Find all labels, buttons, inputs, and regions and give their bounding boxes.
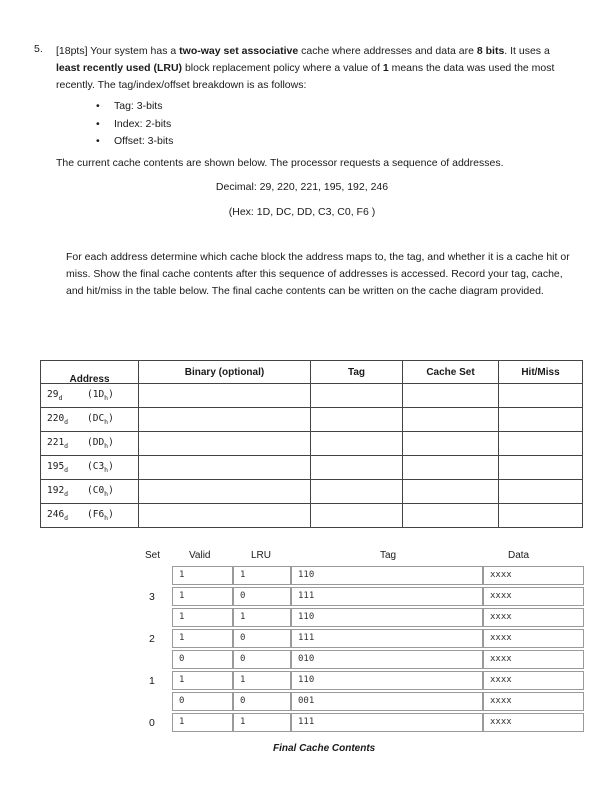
hex-close-paren: )	[108, 413, 114, 425]
tag-cell[interactable]	[311, 456, 403, 480]
lru-cell[interactable]: 1	[233, 608, 291, 627]
tag-cell[interactable]: 001	[291, 692, 483, 711]
tag-cell[interactable]	[311, 408, 403, 432]
decimal-value: 220	[47, 413, 65, 425]
binary-cell[interactable]	[139, 504, 311, 528]
binary-cell[interactable]	[139, 408, 311, 432]
valid-column-header: Valid	[189, 550, 211, 561]
tag-cell[interactable]	[311, 432, 403, 456]
set-label: 2	[149, 633, 155, 645]
tag-cell[interactable]: 110	[291, 671, 483, 690]
tag-cell[interactable]: 111	[291, 587, 483, 606]
hex-value: (C0	[87, 485, 105, 497]
header-label: Address	[69, 374, 110, 385]
hex-close-paren: )	[108, 461, 114, 473]
valid-cell[interactable]: 0	[172, 692, 233, 711]
data-cell[interactable]: xxxx	[483, 587, 584, 606]
lru-cell[interactable]: 0	[233, 650, 291, 669]
set-label: 3	[149, 591, 155, 603]
binary-cell[interactable]	[139, 480, 311, 504]
list-item	[96, 133, 173, 151]
cache-set-cell[interactable]	[403, 408, 499, 432]
hit-miss-cell[interactable]	[499, 480, 583, 504]
hit-miss-cell[interactable]	[499, 384, 583, 408]
valid-cell[interactable]: 1	[172, 587, 233, 606]
hex-subscript: h	[104, 441, 109, 450]
question-bold-part: two-way set associative	[179, 45, 299, 57]
table-row	[41, 504, 583, 528]
decimal-subscript: d	[64, 441, 69, 450]
cache-set-cell[interactable]	[403, 504, 499, 528]
hit-miss-cell[interactable]	[499, 456, 583, 480]
table-header-row	[41, 361, 583, 384]
instructions-text: For each address determine which cache block the address maps to, the tag, and whether it is a cache hit or miss. Show the final cache contents after this sequence of addresses is accessed. Record your tag, cache, and hit/miss in the table below. The final cache contents can be written on the cache diagram provided.	[66, 251, 570, 297]
hit-miss-header: Hit/Miss	[499, 361, 583, 384]
hex-value: (1D	[87, 389, 105, 401]
data-cell[interactable]: xxxx	[483, 713, 584, 732]
question-bold-part: least recently used (LRU)	[56, 62, 183, 74]
list-item	[96, 98, 173, 116]
decimal-subscript: d	[64, 513, 69, 522]
address-cell	[41, 384, 139, 408]
valid-cell[interactable]: 1	[172, 629, 233, 648]
hex-address	[87, 509, 114, 522]
hex-close-paren: )	[108, 389, 114, 401]
hit-miss-cell[interactable]	[499, 432, 583, 456]
address-cell	[41, 456, 139, 480]
hit-miss-cell[interactable]	[499, 408, 583, 432]
set-label: 0	[149, 717, 155, 729]
binary-cell[interactable]	[139, 432, 311, 456]
cache-set-cell[interactable]	[403, 480, 499, 504]
question-text-part: block replacement policy where a value of	[182, 62, 383, 74]
bit-breakdown-list	[96, 98, 173, 151]
address-cell	[41, 432, 139, 456]
bullet-icon: •	[96, 135, 100, 147]
decimal-value: 195	[47, 461, 65, 473]
current-contents-text: The current cache contents are shown below. The processor requests a sequence of addresses.	[56, 157, 504, 169]
hex-subscript: h	[104, 513, 109, 522]
decimal-value: 221	[47, 437, 65, 449]
data-cell[interactable]: xxxx	[483, 692, 584, 711]
data-cell[interactable]: xxxx	[483, 608, 584, 627]
hex-address	[87, 437, 114, 450]
data-cell[interactable]: xxxx	[483, 566, 584, 585]
set-column-header: Set	[145, 550, 161, 561]
table-row	[41, 384, 583, 408]
hex-close-paren: )	[108, 437, 114, 449]
decimal-subscript: d	[64, 417, 69, 426]
answer-table	[40, 360, 583, 528]
decimal-address	[47, 413, 73, 426]
lru-cell[interactable]: 0	[233, 629, 291, 648]
hex-subscript: h	[104, 489, 109, 498]
question-points: [18pts]	[56, 45, 88, 57]
list-item	[96, 116, 173, 134]
breakdown-text: Tag: 3-bits	[114, 100, 163, 112]
decimal-value: 192	[47, 485, 65, 497]
lru-cell[interactable]: 1	[233, 566, 291, 585]
decimal-address	[47, 437, 73, 450]
cache-set-header: Cache Set	[403, 361, 499, 384]
question-text	[56, 43, 576, 94]
hex-sequence: (Hex: 1D, DC, DD, C3, C0, F6 )	[228, 206, 376, 218]
address-cell	[41, 504, 139, 528]
hex-address	[87, 485, 114, 498]
tag-cell[interactable]: 111	[291, 629, 483, 648]
tag-cell[interactable]: 111	[291, 713, 483, 732]
cache-set-cell[interactable]	[403, 456, 499, 480]
tag-cell[interactable]: 110	[291, 566, 483, 585]
question-text-part: cache where addresses and data are	[298, 45, 477, 57]
binary-cell[interactable]	[139, 384, 311, 408]
decimal-address	[47, 389, 73, 402]
diagram-caption: Final Cache Contents	[273, 743, 376, 754]
hex-value: (DC	[87, 413, 105, 425]
tag-cell[interactable]	[311, 504, 403, 528]
lru-cell[interactable]: 1	[233, 713, 291, 732]
bullet-icon: •	[96, 117, 100, 130]
tag-cell[interactable]	[311, 480, 403, 504]
address-cell	[41, 480, 139, 504]
lru-cell[interactable]: 1	[233, 671, 291, 690]
valid-cell[interactable]: 1	[172, 566, 233, 585]
decimal-address	[47, 509, 73, 522]
tag-column-header: Tag	[380, 550, 397, 561]
address-cell	[41, 408, 139, 432]
decimal-subscript: d	[64, 489, 69, 498]
tag-cell[interactable]: 010	[291, 650, 483, 669]
cache-set-cell[interactable]	[403, 384, 499, 408]
hex-subscript: h	[104, 417, 109, 426]
decimal-subscript: d	[64, 465, 69, 474]
hex-value: (C3	[87, 461, 105, 473]
question-text-part: . It uses a	[504, 45, 550, 57]
valid-cell[interactable]: 0	[172, 650, 233, 669]
question-text-part: means the data was used the most recently. The tag/index/offset breakdown is as follows:	[56, 62, 555, 91]
hex-close-paren: )	[108, 509, 114, 521]
binary-header: Binary (optional)	[139, 361, 311, 384]
hex-subscript: h	[104, 465, 109, 474]
lru-column-header: LRU	[251, 550, 272, 561]
table-row	[41, 456, 583, 480]
decimal-address	[47, 485, 73, 498]
hex-subscript: h	[104, 393, 109, 402]
hex-value: (DD	[87, 437, 105, 449]
question-number: 5.	[34, 43, 43, 55]
breakdown-text: Index: 2-bits	[114, 117, 172, 130]
lru-cell[interactable]: 0	[233, 587, 291, 606]
table-row	[41, 480, 583, 504]
cache-set-cell[interactable]	[403, 432, 499, 456]
hex-value: (F6	[87, 509, 105, 521]
table-row	[41, 408, 583, 432]
decimal-address	[47, 461, 73, 474]
decimal-sequence: Decimal: 29, 220, 221, 195, 192, 246	[215, 181, 389, 193]
hex-address	[87, 413, 114, 426]
tag-header: Tag	[311, 361, 403, 384]
valid-cell[interactable]: 1	[172, 713, 233, 732]
decimal-value: 29	[47, 389, 59, 401]
decimal-value: 246	[47, 509, 65, 521]
hex-address	[87, 389, 114, 402]
data-column-header: Data	[508, 550, 530, 561]
decimal-subscript: d	[58, 393, 63, 402]
table-row	[41, 432, 583, 456]
hex-address	[87, 461, 114, 474]
data-cell[interactable]: xxxx	[483, 629, 584, 648]
question-bold-part: 1	[382, 62, 389, 74]
hit-miss-cell[interactable]	[499, 504, 583, 528]
valid-cell[interactable]: 1	[172, 671, 233, 690]
hex-close-paren: )	[108, 485, 114, 497]
tag-cell[interactable]: 110	[291, 608, 483, 627]
tag-cell[interactable]	[311, 384, 403, 408]
address-header	[41, 361, 139, 384]
breakdown-text: Offset: 3-bits	[114, 135, 174, 147]
valid-cell[interactable]: 1	[172, 608, 233, 627]
lru-cell[interactable]: 0	[233, 692, 291, 711]
data-cell[interactable]: xxxx	[483, 650, 584, 669]
set-label: 1	[149, 675, 155, 687]
binary-cell[interactable]	[139, 456, 311, 480]
data-cell[interactable]: xxxx	[483, 671, 584, 690]
question-text-part: Your system has a	[87, 45, 180, 57]
question-bold-part: 8 bits	[476, 45, 505, 57]
bullet-icon: •	[96, 100, 100, 112]
